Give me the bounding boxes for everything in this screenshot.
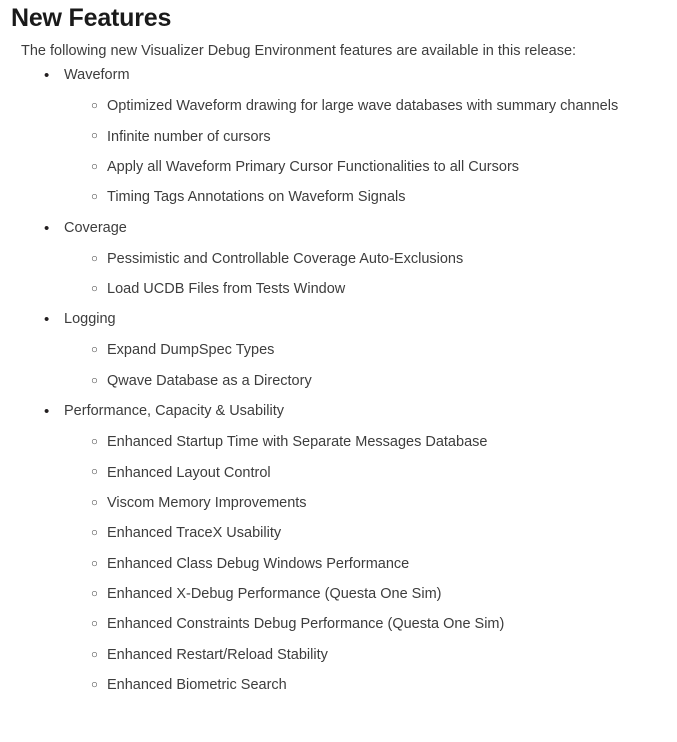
list-item xyxy=(64,182,667,212)
list-item xyxy=(64,609,667,639)
bullet-icon: • xyxy=(44,403,50,420)
list-item xyxy=(10,213,667,305)
circle-bullet-icon: ○ xyxy=(91,587,98,600)
list-item xyxy=(64,670,667,700)
feature-label: Enhanced TraceX Usability xyxy=(107,525,282,542)
list-item xyxy=(64,274,667,304)
sub-list xyxy=(64,335,667,396)
list-item xyxy=(10,304,667,396)
feature-label: Enhanced Restart/Reload Stability xyxy=(107,646,328,663)
feature-label: Enhanced Constraints Debug Performance (Questa One Sim) xyxy=(107,616,505,633)
feature-label: Pessimistic and Controllable Coverage Auto-Exclusions xyxy=(107,250,464,267)
circle-bullet-icon: ○ xyxy=(91,466,98,479)
section-label: Waveform xyxy=(64,67,130,83)
list-item xyxy=(64,91,667,121)
circle-bullet-icon: ○ xyxy=(91,374,98,387)
circle-bullet-icon: ○ xyxy=(91,618,98,631)
page-title: New Features xyxy=(11,4,172,32)
feature-label: Apply all Waveform Primary Cursor Functionalities to all Cursors xyxy=(107,158,520,175)
feature-label: Enhanced Layout Control xyxy=(107,464,271,481)
feature-label: Viscom Memory Improvements xyxy=(107,494,307,511)
section-label: Coverage xyxy=(64,219,127,236)
sub-list xyxy=(64,427,667,700)
feature-label: Qwave Database as a Directory xyxy=(107,372,312,389)
section-label: Logging xyxy=(64,311,116,328)
bullet-icon: • xyxy=(44,67,50,84)
circle-bullet-icon: ○ xyxy=(91,252,98,265)
intro-paragraph: The following new Visualizer Debug Environment features are available in this release: xyxy=(21,43,577,59)
feature-label: Load UCDB Files from Tests Window xyxy=(107,281,346,298)
list-item xyxy=(64,244,667,274)
feature-label: Timing Tags Annotations on Waveform Signals xyxy=(107,189,406,206)
circle-bullet-icon: ○ xyxy=(91,436,98,448)
feature-label: Infinite number of cursors xyxy=(107,128,271,145)
feature-label: Enhanced X-Debug Performance (Questa One Sim) xyxy=(107,586,442,603)
circle-bullet-icon: ○ xyxy=(91,160,98,173)
bullet-icon: • xyxy=(44,219,50,237)
list-item xyxy=(64,152,667,182)
circle-bullet-icon: ○ xyxy=(91,527,98,540)
list-item xyxy=(64,518,667,548)
list-item xyxy=(64,640,667,670)
section-label: Performance, Capacity & Usability xyxy=(64,403,284,419)
list-item xyxy=(64,579,667,609)
list-item xyxy=(10,60,667,213)
list-item xyxy=(64,427,667,457)
list-item xyxy=(64,366,667,396)
feature-label: Expand DumpSpec Types xyxy=(107,342,275,359)
features-list xyxy=(10,60,667,700)
list-item xyxy=(64,457,667,487)
circle-bullet-icon: ○ xyxy=(91,282,98,295)
feature-label: Optimized Waveform drawing for large wave databases with summary channels xyxy=(107,98,619,115)
bullet-icon: • xyxy=(44,311,50,329)
feature-label: Enhanced Class Debug Windows Performance xyxy=(107,555,410,572)
feature-label: Enhanced Startup Time with Separate Messages Database xyxy=(107,434,488,451)
circle-bullet-icon: ○ xyxy=(91,100,98,112)
circle-bullet-icon: ○ xyxy=(91,648,98,661)
sub-list xyxy=(64,91,667,213)
circle-bullet-icon: ○ xyxy=(91,557,98,570)
circle-bullet-icon: ○ xyxy=(91,679,98,691)
feature-label: Enhanced Biometric Search xyxy=(107,677,287,694)
list-item xyxy=(64,488,667,518)
circle-bullet-icon: ○ xyxy=(91,496,98,509)
sub-list xyxy=(64,244,667,305)
circle-bullet-icon: ○ xyxy=(91,191,98,204)
list-item xyxy=(64,549,667,579)
list-item xyxy=(64,335,667,365)
list-item xyxy=(10,396,667,700)
circle-bullet-icon: ○ xyxy=(91,344,98,357)
circle-bullet-icon: ○ xyxy=(91,130,98,143)
list-item xyxy=(64,121,667,151)
